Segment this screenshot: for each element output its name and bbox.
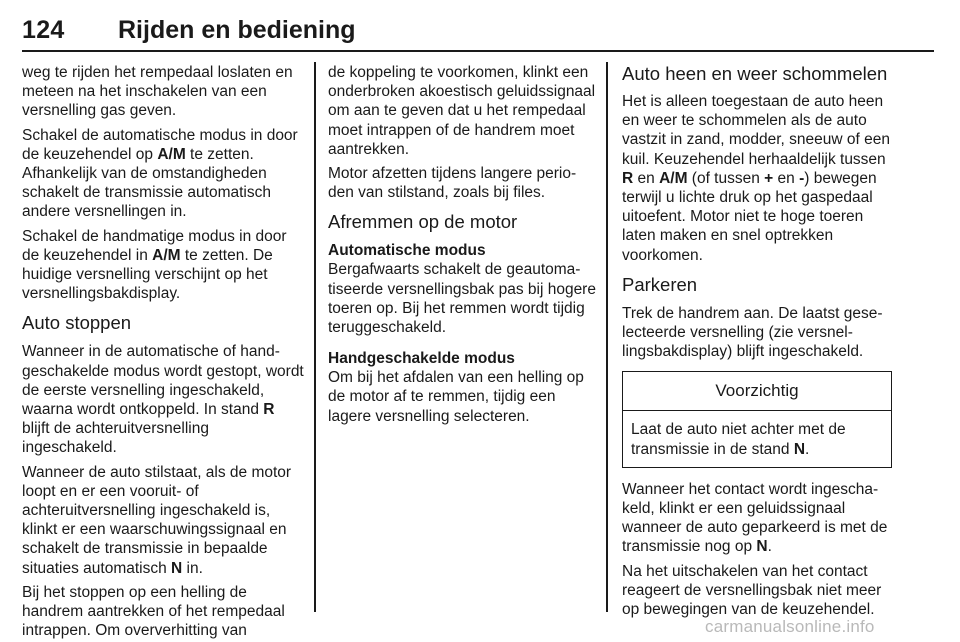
watermark: carmanualsonline.info [705, 617, 875, 636]
section-heading-auto-stoppen: Auto stoppen [22, 312, 132, 334]
paragraph: Bergafwaarts schakelt de geautomatiseerde versnellingsbak pas bij hogere toeren op. Bij het remmen wordt tijdig teruggeschakeld. [328, 261, 596, 337]
paragraph: weg te rijden het rempedaal loslaten en meteen na het inschakelen van een versnelling gas geven. [22, 64, 293, 120]
page-number: 124 [22, 16, 65, 44]
page-header [22, 16, 934, 56]
section-heading-afremmen: Afremmen op de motor [328, 211, 518, 233]
paragraph: Wanneer de auto stilstaat, als de motor loopt en er een vooruit- of achteruitversnelling ingeschakeld is, klinkt er een waarschuwingssignaal en schakelt de transmissie in bepaalde situaties automatisch N in. [22, 463, 292, 577]
paragraph: Na het uitschakelen van het contact reageert de versnellingsbak niet meer op bewegingen van de keuzehendel. [622, 562, 882, 619]
column-3 [622, 63, 892, 619]
paragraph: Schakel de automatische modus in door de keuzehendel op A/M te zetten. Afhankelijk van de omstandigheden schakelt de transmissie automatisch andere versnellingen in. [22, 126, 298, 221]
paragraph: Schakel de handmatige modus in door de keuzehendel in A/M te zetten. De huidige versnelling verschijnt op het versnellingsbakdisplay. [22, 227, 287, 303]
paragraph: Wanneer het contact wordt ingeschakeld, klinkt er een geluidssignaal wanneer de auto geparkeerd is met de transmissie nog op N. [622, 480, 888, 556]
column-divider-2 [606, 62, 608, 612]
column-divider-1 [314, 62, 316, 612]
paragraph: Om bij het afdalen van een helling op de motor af te remmen, tijdig een lagere versnelling selecteren. [328, 369, 584, 425]
section-heading-schommelen: Auto heen en weer schommelen [622, 63, 888, 84]
paragraph: Het is alleen toegestaan de auto heen en weer te schommelen als de auto vastzit in zand, modder, sneeuw of een kuil. Keuzehendel herhaaldelijk tussen R en A/M (of tussen + en -) bewegen terwijl u lichte druk op het gaspedaal uitoefent. Motor niet te hoge toeren laten maken en snel optrekken voorkomen. [622, 93, 890, 264]
paragraph: Trek de handrem aan. De laatst geselecteerde versnelling (zie versnellingsbakdisplay) blijft ingeschakeld. [622, 304, 883, 361]
column-1 [22, 63, 304, 640]
header-rule [22, 50, 934, 52]
page-title: Rijden en bediening [118, 16, 356, 44]
section-heading-parkeren: Parkeren [622, 273, 698, 295]
column-2 [328, 63, 596, 426]
subheading-automatische-modus: Automatische modus [328, 242, 486, 260]
paragraph: de koppeling te voorkomen, klinkt een onderbroken akoestisch geluidssignaal om aan te geven dat u het rempedaal moet intrappen of de handrem moet aantrekken. [328, 64, 596, 158]
caution-text: Laat de auto niet achter met de transmissie in de stand N. [631, 421, 846, 458]
paragraph: Motor afzetten tijdens langere perioden van stilstand, zoals bij files. [328, 165, 577, 202]
paragraph: Wanneer in de automatische of handgeschakelde modus wordt gestopt, wordt de eerste versnelling ingeschakeld, waarna wordt ontkoppeld. In stand R blijft de achteruitversnelling ingeschakeld. [22, 343, 304, 457]
paragraph: Bij het stoppen op een helling de handrem aantrekken of het rempedaal intrappen. Om oververhitting van [22, 583, 285, 640]
caution-box [622, 371, 892, 467]
subheading-handgeschakelde-modus: Handgeschakelde modus [328, 350, 515, 368]
caution-title: Voorzichtig [623, 372, 891, 411]
